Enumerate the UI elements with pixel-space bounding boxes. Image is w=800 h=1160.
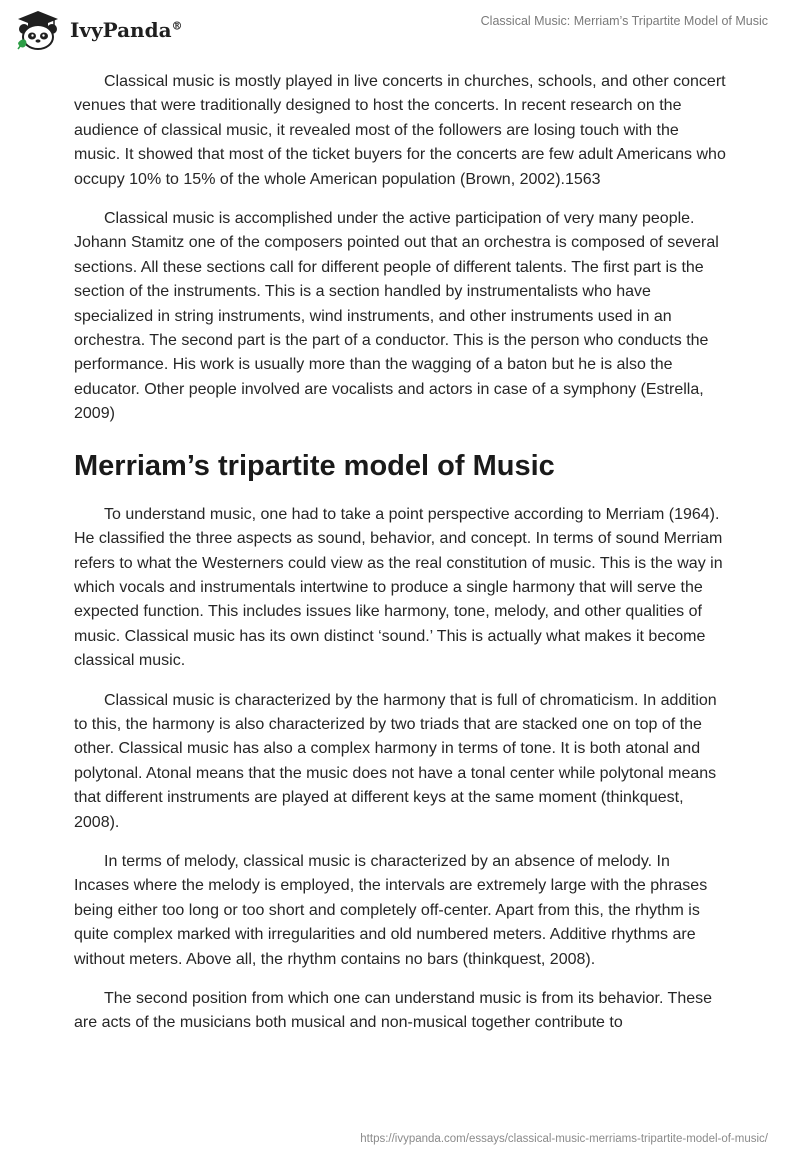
ivypanda-logo[interactable] [14,9,183,51]
paragraph: Classical music is mostly played in live concerts in churches, schools, and other concert venues that were traditionally designed to host the concerts. In recent research on the audience of classical music, it revealed most of the followers are losing touch with the music. It showed that most of the ticket buyers for the concerts are few adult Americans who occupy 10% to 15% of the whole American population (Brown, 2002).1563 [74,73,726,188]
document-title: Classical Music: Merriam’s Tripartite Model of Music [480,14,768,28]
brand-name: IvyPanda® [70,18,183,42]
paragraph: The second position from which one can understand music is from its behavior. These are acts of the musicians both musical and non-musical together contribute to [74,990,713,1032]
panda-graduate-icon [14,9,62,51]
paragraph: To understand music, one had to take a point perspective according to Merriam (1964). He classified the three aspects as sound, behavior, and concept. In terms of sound Merriam refers to what the Westerners could view as the real constitution of music. This is the way in which vocals and instrumentals intertwine to produce a single harmony that will serve the expected function. This includes issues like harmony, tone, melody, and other qualities of music. Classical music has its own distinct ‘sound.’ This is actually what makes it become classical music. [74,505,723,670]
paragraph: Classical music is accomplished under the active participation of very many people. Johann Stamitz one of the composers pointed out that an orchestra is composed of several sections. All these sections call for different people of different talents. The first part is the section of the instruments. This is a section handled by instrumentalists who have specialized in string instruments, wind instruments, and other instruments used in an orchestra. The second part is the part of a conductor. This is the person who conducts the performance. His work is usually more than the wagging of a baton but he is also the educator. Other people involved are vocalists and actors in case of a symphony (Estrella, 2009) [74,210,719,423]
section-heading: Merriam’s tripartite model of Music [74,449,555,482]
article-body [74,70,726,1051]
source-url[interactable]: https://ivypanda.com/essays/classical-music-merriams-tripartite-model-of-music/ [360,1133,768,1145]
paragraph: In terms of melody, classical music is characterized by an absence of melody. In Incases where the melody is employed, the intervals are extremely large with the phrases being either too long or too short and completely off-center. Apart from this, the rhythm is quite complex marked with irregularities and old numbered meters. Additive rhythms are without meters. Above all, the rhythm contains no bars (thinkquest, 2008). [74,852,708,968]
page-header [0,0,800,64]
paragraph: Classical music is characterized by the harmony that is full of chromaticism. In addition to this, the harmony is also characterized by two triads that are stacked one on top of the other. Classical music has also a complex harmony in terms of tone. It is both atonal and polytonal. Atonal means that the music does not have a tonal center while polytonal means that different instruments are played at different keys at the same moment (thinkquest, 2008). [74,691,717,831]
